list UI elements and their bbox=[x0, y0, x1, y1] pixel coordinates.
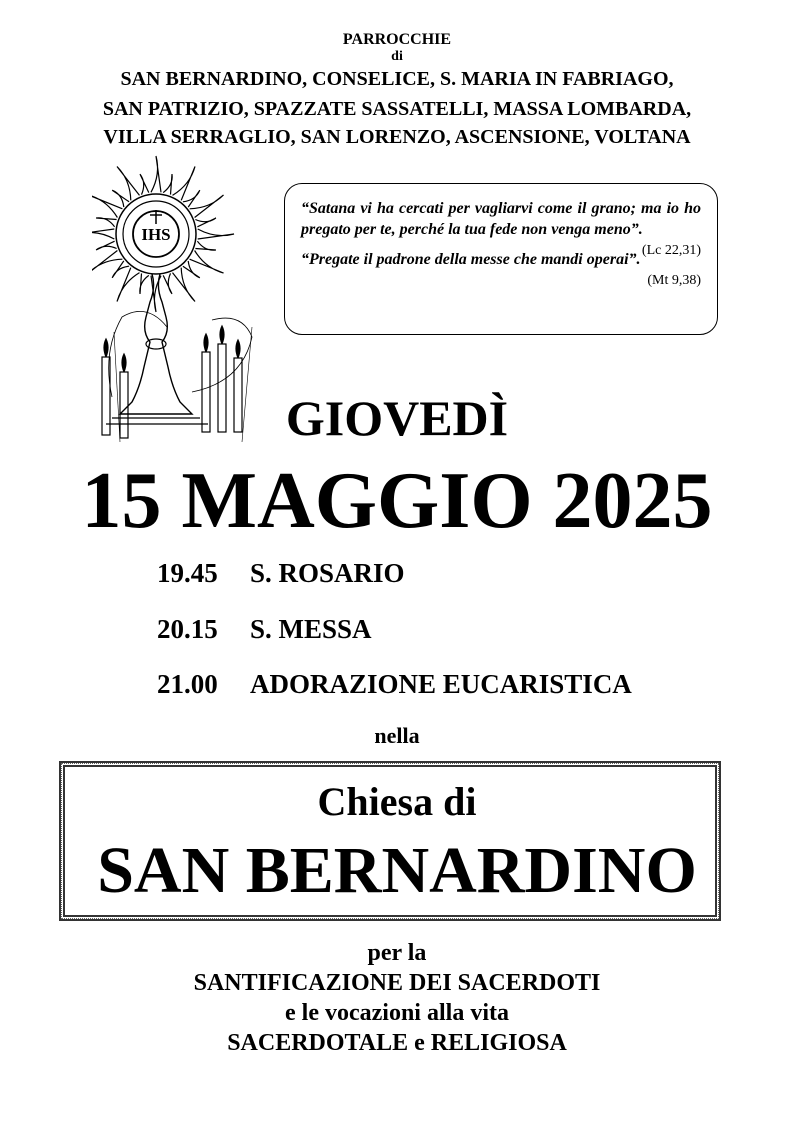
sun-ray bbox=[117, 268, 140, 302]
purpose-line: SANTIFICAZIONE DEI SACERDOTI bbox=[193, 970, 601, 996]
sun-ray bbox=[96, 218, 117, 227]
sun-ray bbox=[151, 156, 161, 192]
location-intro: nella bbox=[374, 723, 420, 748]
purpose-line: SACERDOTALE e RELIGIOSA bbox=[227, 1030, 567, 1056]
sun-ray bbox=[198, 229, 234, 239]
schedule-item bbox=[157, 613, 372, 645]
sun-ray bbox=[92, 195, 122, 218]
purpose-line: e le vocazioni alla vita bbox=[285, 1000, 509, 1026]
schedule-time: 20.15 bbox=[157, 614, 218, 644]
church-prefix: Chiesa di bbox=[317, 779, 477, 824]
sun-ray bbox=[112, 261, 129, 278]
schedule-label: S. ROSARIO bbox=[250, 558, 405, 588]
parish-list-line: VILLA SERRAGLIO, SAN LORENZO, ASCENSIONE, VOLTANA bbox=[103, 126, 691, 148]
scripture-quote-box bbox=[284, 183, 718, 335]
schedule-item bbox=[157, 557, 405, 589]
header-di: di bbox=[391, 49, 403, 64]
quote-reference: (Lc 22,31) bbox=[641, 243, 701, 258]
event-day: GIOVEDÌ bbox=[285, 390, 509, 446]
sun-ray bbox=[140, 273, 149, 294]
schedule-label: S. MESSA bbox=[250, 614, 372, 644]
event-date: 15 MAGGIO 2025 bbox=[81, 457, 713, 545]
schedule-item bbox=[157, 668, 632, 700]
purpose-line: per la bbox=[367, 940, 427, 966]
ihs-monogram: IHS bbox=[141, 225, 171, 244]
sun-ray bbox=[195, 241, 216, 250]
sun-ray bbox=[112, 190, 129, 207]
schedule-time: 21.00 bbox=[157, 669, 218, 699]
parish-list-line: SAN BERNARDINO, CONSELICE, S. MARIA IN FABRIAGO, bbox=[120, 68, 674, 90]
header-parrocchie: PARROCCHIE bbox=[342, 31, 452, 48]
quote-text: “Pregate il padrone della messe che mandi operai”. bbox=[301, 251, 641, 268]
sun-ray bbox=[173, 167, 196, 201]
quote-reference: (Mt 9,38) bbox=[647, 273, 701, 288]
schedule-time: 19.45 bbox=[157, 558, 218, 588]
sun-ray bbox=[163, 174, 172, 195]
sun-ray bbox=[195, 218, 216, 227]
parish-list-line: SAN PATRIZIO, SPAZZATE SASSATELLI, MASSA LOMBARDA, bbox=[102, 98, 692, 120]
sun-ray bbox=[92, 229, 114, 239]
church-name: SAN BERNARDINO bbox=[97, 834, 697, 907]
sun-ray bbox=[163, 273, 172, 294]
sun-ray bbox=[183, 261, 200, 278]
sun-ray bbox=[140, 174, 149, 195]
sun-ray bbox=[183, 190, 200, 207]
quote-item bbox=[301, 198, 701, 258]
schedule-label: ADORAZIONE EUCARISTICA bbox=[250, 669, 632, 699]
quote-text: “Satana vi ha cercati per vagliarvi come il grano; ma io ho pregato per te, perché la tua fede non venga meno”. bbox=[301, 200, 701, 238]
sun-ray bbox=[190, 251, 224, 274]
sun-ray bbox=[96, 241, 117, 250]
